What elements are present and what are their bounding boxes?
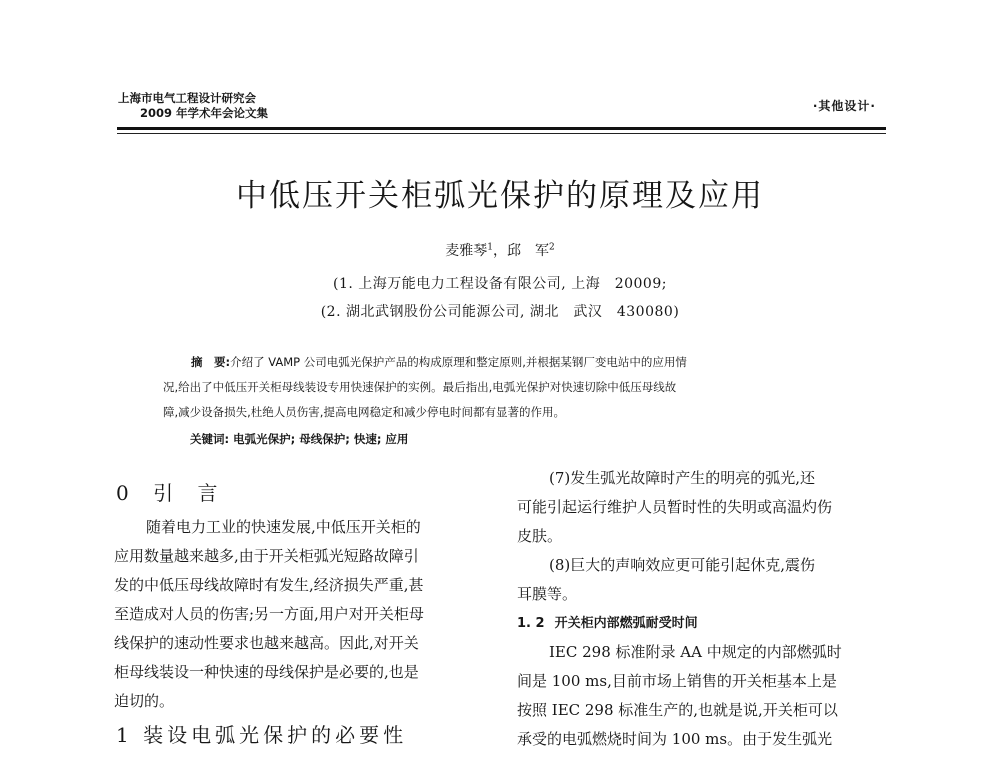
author-line [0,240,1000,260]
author-2: 邱 军 [507,243,549,259]
keywords [190,431,408,447]
abstract-label: 摘 要: [191,355,231,369]
proceedings-line-2: 2009 年学术年会论文集 [140,106,269,120]
running-header [118,91,888,131]
abstract [163,350,863,425]
paper-title: 中低压开关柜弧光保护的原理及应用 [236,178,764,214]
body-line: 承受的电弧燃烧时间为 100 ms。由于发生弧光 [517,730,833,748]
body-line: 应用数量越来越多,由于开关柜弧光短路故障引 [114,547,419,565]
affiliation-1: (1. 上海万能电力工程设备有限公司, 上海 20009; [333,276,667,292]
affiliation-2: (2. 湖北武钢股份公司能源公司, 湖北 武汉 430080) [320,304,680,320]
section-category: ·其他设计· [812,99,876,113]
body-line: (8)巨大的声响效应更可能引起休克,震伤 [549,556,816,574]
section-1-heading: 1 装设电弧光保护的必要性 [116,723,408,747]
proceedings-name [118,91,268,121]
body-line: 可能引起运行维护人员暂时性的失明或高温灼伤 [517,498,833,516]
abstract-line: 介绍了 VAMP 公司电弧光保护产品的构成原理和整定原则,并根据某钢厂变电站中的应用情 [230,355,687,369]
body-line: 线保护的速动性要求也越来越高。因此,对开关 [114,634,419,652]
body-line: 间是 100 ms,目前市场上销售的开关柜基本上是 [517,672,837,690]
subsection-1-2-heading [517,609,889,638]
body-line: 耳膜等。 [517,585,578,603]
header-rule-thin [117,133,886,134]
subsection-title: 开关柜内部燃弧耐受时间 [554,616,698,631]
section-0-heading: 0 引 言 [116,481,227,505]
body-line: IEC 298 标准附录 AA 中规定的内部燃弧时 [549,643,842,661]
left-column-text [114,513,494,716]
subsection-number: 1. 2 [517,616,545,631]
abstract-line: 障,减少设备损失,杜绝人员伤害,提高电网稳定和减少停电时间都有显著的作用。 [163,405,565,419]
author-1-affil-mark: 1 [487,242,493,253]
body-line: 按照 IEC 298 标准生产的,也就是说,开关柜可以 [517,701,838,719]
keywords-text: 电弧光保护; 母线保护; 快速; 应用 [233,432,409,446]
author-2-affil-mark: 2 [549,242,555,253]
body-line: 发的中低压母线故障时有发生,经济损失严重,甚 [114,576,424,594]
keywords-label: 关键词: [190,432,230,446]
body-line: (7)发生弧光故障时产生的明亮的弧光,还 [549,469,816,487]
body-line: 至造成对人员的伤害;另一方面,用户对开关柜母 [114,605,424,623]
author-1: 麦雅琴 [445,243,488,259]
header-rule-thick [117,127,886,130]
body-line: 柜母线装设一种快速的母线保护是必要的,也是 [114,663,419,681]
abstract-line: 况,给出了中低压开关柜母线装设专用快速保护的实例。最后指出,电弧光保护对快速切除中低压母线故 [163,380,677,394]
right-column-text [517,464,889,754]
author-separator: ， [493,243,507,259]
body-line: 随着电力工业的快速发展,中低压开关柜的 [146,518,421,536]
body-line: 迫切的。 [114,692,175,710]
proceedings-line-1: 上海市电气工程设计研究会 [118,91,256,105]
body-line: 皮肤。 [517,527,563,545]
